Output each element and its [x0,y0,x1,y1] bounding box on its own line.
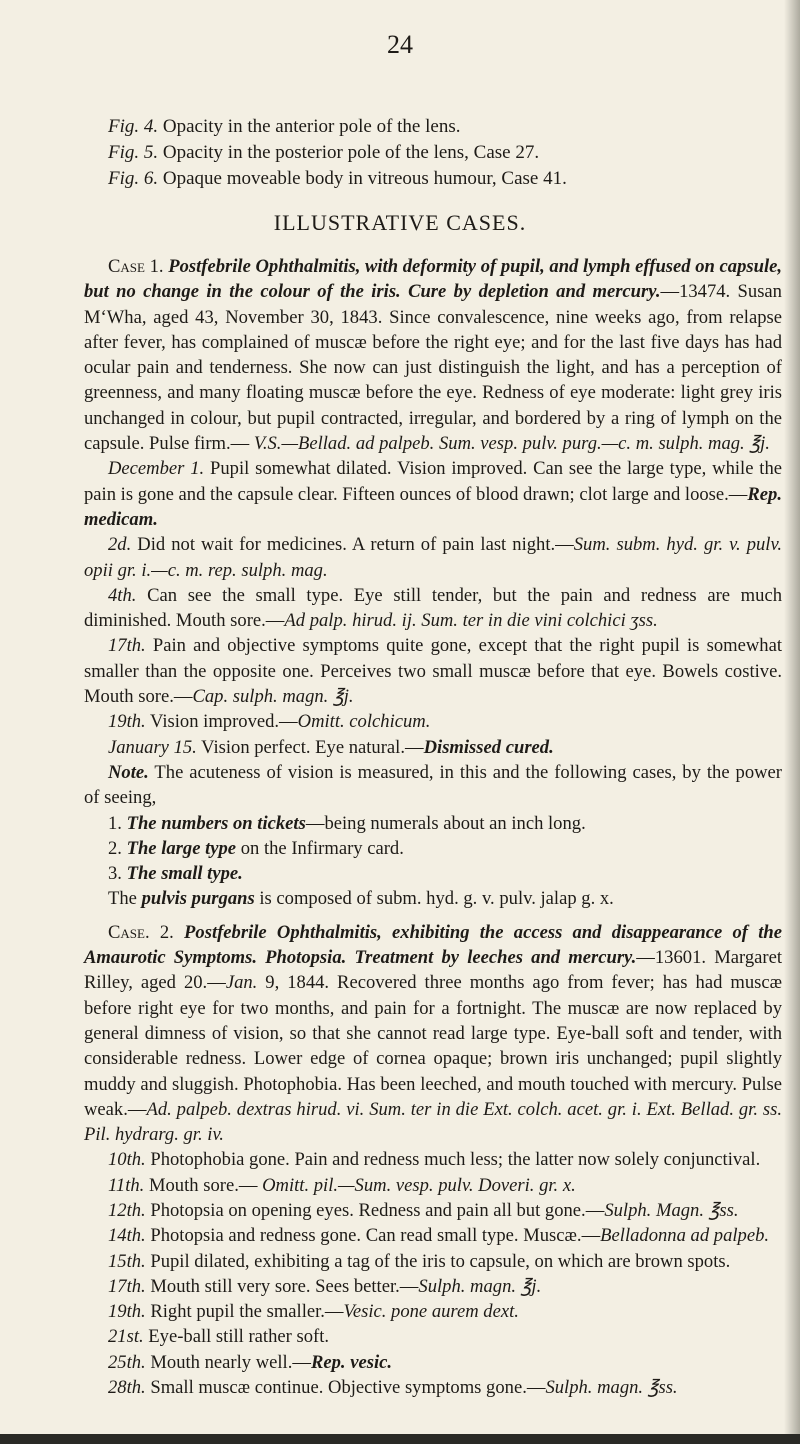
entry-date: 11th. [108,1174,145,1196]
entry-text: Small muscæ continue. Objective symptoms gone.— [145,1377,546,1399]
entry-date: 4th. [108,584,137,606]
figure-label: Fig. 5. [108,142,159,163]
figure-caption-5 [108,140,768,166]
page-edge-shadow [784,0,800,1444]
entry-text: Did not wait for medicines. A return of pain last night.— [131,534,574,556]
entry-prescription: Rep. vesic. [310,1351,393,1373]
entry-date: 17th. [108,1275,146,1297]
case-1-entry [84,583,782,634]
entry-text: Photophobia gone. Pain and redness much less; the latter now solely conjunctival. [145,1149,761,1171]
entry-text: Mouth still very sore. Sees better.— [145,1275,419,1297]
case-2-intro: —13601. Margaret Rilley, aged 20.— [84,947,782,994]
note-item-label: The numbers on tickets [126,812,306,834]
entry-date: 17th. [108,635,146,657]
entry-date: January 15. [108,736,197,758]
entry-text: Mouth nearly well.— [145,1351,311,1373]
entry-date: 28th. [108,1377,146,1399]
case-1-note [84,760,782,811]
figure-label: Fig. 6. [108,168,159,189]
case-2-entry [84,1350,782,1375]
scan-bottom-edge [0,1434,800,1444]
section-title: ILLUSTRATIVE CASES. [273,210,527,235]
entry-text: Vision perfect. Eye natural.— [196,736,424,758]
entry-prescription: Sulph. magn. ℥ss. [545,1377,678,1399]
entry-text: Pupil dilated, exhibiting a tag of the iris to capsule, on which are brown spots. [145,1250,731,1272]
entry-text: Eye-ball still rather soft. [143,1326,330,1348]
case-1-heading: Case 1. [108,256,169,277]
entry-text: Photopsia and redness gone. Can read small type. Muscæ.— [145,1225,601,1247]
case-1-entry [84,633,782,709]
case-2-entry [84,1147,782,1172]
pulvis-label: pulvis purgans [141,888,255,910]
entry-prescription: Vesic. pone aurem dext. [343,1301,519,1323]
case-2-entry [84,1173,782,1198]
case-1-entry [84,456,782,532]
pulvis-note [84,886,782,911]
case-2-heading: Case. 2. [108,921,185,943]
pulvis-text: is composed of subm. hyd. g. v. pulv. jalap g. x. [254,888,614,910]
note-item-label: The large type [126,837,237,859]
case-1-title: Postfebrile Ophthalmitis, with deformity of pupil, and lymph effused on capsule, but no change in the colour of the iris. Cure by depletion and mercury. [84,256,783,303]
entry-date: 2d. [108,534,132,556]
note-text: The acuteness of vision is measured, in this and the following cases, by the power of seeing, [84,761,782,809]
entry-prescription: Sum. subm. hyd. gr. v. pulv. opii gr. i.—c. m. rep. sulph. mag. [84,534,782,581]
entry-text: Can see the small type. Eye still tender, but the pain and redness are much diminished. Mouth sore.— [84,584,782,632]
entry-prescription: Ad palp. hirud. ij. Sum. ter in die vini colchici ʒss. [284,610,658,632]
case-1-paragraph [84,254,782,456]
figure-text: Opaque moveable body in vitreous humour, Case 41. [158,168,567,189]
case-2-paragraph [84,920,782,1148]
entry-date: December 1. [108,458,205,480]
entry-prescription: Belladonna ad palpeb. [600,1225,770,1247]
case-2-entry [84,1198,782,1223]
case-1-entry [84,709,782,734]
note-item [84,861,782,886]
note-item-number: 1. [108,812,127,834]
pulvis-prefix: The [108,888,142,910]
entry-prescription: Omitt. colchicum. [297,711,431,733]
note-item-text: on the Infirmary card. [236,837,404,859]
entry-prescription: Sulph. magn. ℥j. [418,1275,542,1297]
case-2-prescription: Ad. palpeb. dextras hirud. vi. Sum. ter in die Ext. colch. acet. gr. i. Ext. Bellad. gr. ss. Pil. hydrarg. gr. iv. [84,1098,782,1146]
figure-captions [108,114,768,192]
entry-date: 12th. [108,1199,146,1221]
case-2-intro-date: Jan. [225,972,258,994]
note-item [84,836,782,861]
case-2-entry [84,1223,782,1248]
case-2-entry [84,1249,782,1274]
case-2-entry [84,1375,782,1400]
figure-label: Fig. 4. [108,116,159,137]
entry-prescription: Sulph. Magn. ℥ss. [604,1199,739,1221]
note-label: Note. [108,761,149,783]
note-item-number: 3. [108,863,127,885]
page-number: 24 [387,30,413,59]
case-2-intro-rest: 9, 1844. Recovered three months ago from fever; has had muscæ before right eye for two months, and pain for a fortnight. The muscæ are now replaced by general dimness of vision, so that she cannot read large type. Eye-ball soft and tender, with considerable redness. Lower edge of cornea opaque; brown iris unchanged; pupil slightly muddy and sluggish. Photophobia. Has been leeched, and mouth touched with mercury. Pulse weak.— [84,972,783,1120]
entry-date: 19th. [108,1301,146,1323]
entry-text: Right pupil the smaller.— [145,1301,344,1323]
figure-caption-6 [108,166,768,192]
cases-body [84,254,782,1400]
figure-caption-4 [108,114,768,140]
entry-prescription: Dismissed cured. [423,736,554,758]
note-item [84,811,782,836]
entry-prescription: Rep. medicam. [84,483,782,530]
note-item-number: 2. [108,837,127,859]
figure-text: Opacity in the anterior pole of the lens. [158,116,461,137]
case-2-entry [84,1274,782,1299]
entry-text: Mouth sore.— [144,1174,263,1196]
case-1-intro: —13474. Susan M‘Wha, aged 43, November 30, 1843. Since convalescence, nine weeks ago, from relapse after fever, has complained of muscæ before the right eye; and for the last five days has had ocular pain and tenderness. She now can just distinguish the light, and has a perception of greenness, and many floating muscæ before the eye. Redness of eye moderate: light grey iris unchanged in colour, but pupil contracted, irregular, and bordered by a ring of lymph on the capsule. Pulse firm.— [84,281,782,455]
entry-prescription: Cap. sulph. magn. ℥j. [192,686,354,708]
entry-date: 19th. [108,711,146,733]
entry-text: Pain and objective symptoms quite gone, except that the right pupil is somewhat smaller than the opposite one. Perceives two small muscæ before that eye. Bowels costive. Mouth sore.— [84,635,782,708]
entry-date: 25th. [108,1351,146,1373]
entry-prescription: Omitt. pil.—Sum. vesp. pulv. Doveri. gr. x. [262,1174,576,1196]
entry-date: 10th. [108,1149,146,1171]
entry-text: Photopsia on opening eyes. Redness and pain all but gone.— [145,1199,605,1221]
case-2-entry [84,1299,782,1324]
entry-date: 15th. [108,1250,146,1272]
entry-text: Pupil somewhat dilated. Vision improved. Can see the large type, while the pain is gone and the capsule clear. Fifteen ounces of blood drawn; clot large and loose.— [84,458,783,505]
case-1-entry [84,532,782,583]
note-item-label: The small type. [126,863,243,885]
case-2-entry [84,1324,782,1349]
entry-date: 21st. [108,1326,144,1348]
figure-text: Opacity in the posterior pole of the lens, Case 27. [158,142,540,163]
case-1-entry [84,735,782,760]
case-2-title: Postfebrile Ophthalmitis, exhibiting the access and disappearance of the Amaurotic Symptoms. Photopsia. Treatment by leeches and mercury. [84,921,782,969]
note-item-text: —being numerals about an inch long. [305,812,586,834]
entry-date: 14th. [108,1225,146,1247]
entry-text: Vision improved.— [145,711,298,733]
case-1-prescription: V.S.—Bellad. ad palpeb. Sum. vesp. pulv. purg.—c. m. sulph. mag. ℥j. [253,433,770,455]
